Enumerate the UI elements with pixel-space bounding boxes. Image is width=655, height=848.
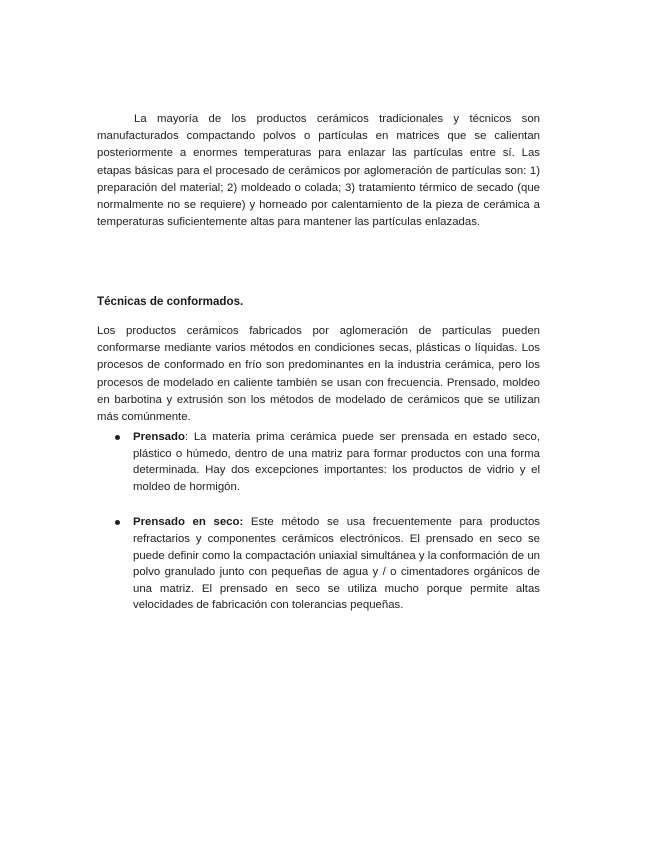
methods-list bbox=[97, 429, 540, 633]
list-item-term: Prensado en seco: bbox=[133, 516, 244, 529]
section-title: Técnicas de conformados. bbox=[97, 295, 244, 308]
section-paragraph: Los productos cerámicos fabricados por aglomeración de partículas pueden conformarse mediante varios métodos en condiciones secas, plásticas o líquidas. Los procesos de conformado en frío son predominantes en la industria cerámica, pero los procesos de modelado en caliente también se usan con frecuencia. Prensado, moldeo en barbotina y extrusión son los métodos de modelado de cerámicos que se utilizan más comúnmente. bbox=[97, 325, 540, 424]
list-item-text: : La materia prima cerámica puede ser prensada en estado seco, plástico o húmedo, dentro de una matriz para formar productos con una forma determinada. Hay dos excepciones importantes: los productos de vidrio y el moldeo de hormigón. bbox=[133, 431, 540, 493]
bullet-dot-icon bbox=[115, 520, 120, 525]
list-item-prensado bbox=[97, 429, 540, 495]
list-item-term: Prensado bbox=[133, 431, 185, 443]
list-item-text: Este método se usa frecuentemente para productos refractarios y componentes cerámicos electrónicos. El prensado en seco se puede definir como la compactación uniaxial simultánea y la conformación de un polvo granulado junto con pequeñas de agua y / o cimentadores orgánicos de una matriz. El prensado en seco se utiliza mucho porque permite altas velocidades de fabricación con tolerancias pequeñas. bbox=[133, 516, 540, 612]
list-item-prensado-en-seco bbox=[97, 514, 540, 614]
intro-paragraph: La mayoría de los productos cerámicos tradicionales y técnicos son manufacturados compactando polvos o partículas en matrices que se calientan posteriormente a enormes temperaturas para enlazar las partículas entre sí. Las etapas básicas para el procesado de cerámicos por aglomeración de partículas son: 1) preparación del material; 2) moldeado o colada; 3) tratamiento térmico de secado (que normalmente no se requiere) y horneado por calentamiento de la pieza de cerámica a temperaturas suficientemente altas para mantener las partículas enlazadas. bbox=[97, 113, 540, 229]
bullet-dot-icon bbox=[115, 435, 120, 440]
